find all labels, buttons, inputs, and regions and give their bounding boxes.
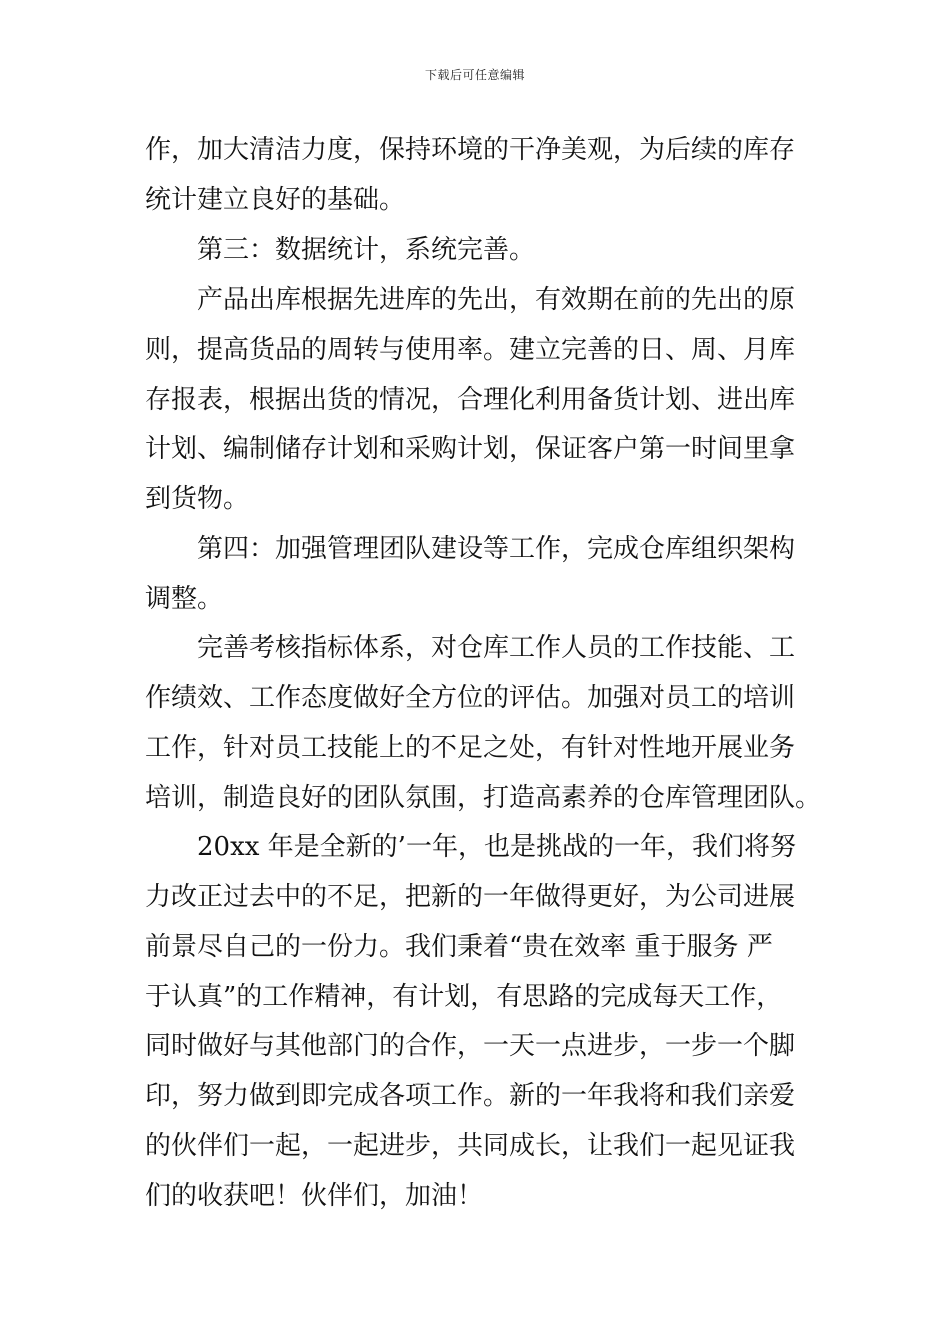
text-line: 作，加大清洁力度，保持环境的干净美观，为后续的库存: [145, 135, 796, 165]
text-line: 印，努力做到即完成各项工作。新的一年我将和我们亲爱: [145, 1081, 796, 1111]
text-line: 于认真”的工作精神，有计划，有思路的完成每天工作，: [145, 982, 783, 1012]
text-line: 计划、编制储存计划和采购计划，保证客户第一时间里拿: [145, 434, 796, 464]
text-line: 作绩效、工作态度做好全方位的评估。加强对员工的培训: [145, 683, 796, 713]
text-line: 统计建立良好的基础。: [145, 185, 406, 215]
text-line: 调整。: [145, 584, 224, 614]
text-line: 前景尽自己的一份力。我们秉着“贵在效率 重于服务 严: [145, 932, 773, 962]
text-line: 培训，制造良好的团队氛围，打造高素养的仓库管理团队。: [145, 783, 822, 813]
text-line: 20xx 年是全新的’一年，也是挑战的一年，我们将努: [197, 832, 796, 862]
text-line: 力改正过去中的不足，把新的一年做得更好，为公司进展: [145, 882, 796, 912]
text-line: 工作，针对员工技能上的不足之处，有针对性地开展业务: [145, 733, 796, 763]
text-line: 们的收获吧！伙伴们，加油！: [145, 1181, 484, 1211]
text-line: 存报表，根据出货的情况，合理化利用备货计划、进出库: [145, 385, 796, 415]
text-line: 完善考核指标体系，对仓库工作人员的工作技能、工: [197, 633, 796, 663]
text-line: 的伙伴们一起，一起进步，共同成长，让我们一起见证我: [145, 1131, 796, 1161]
section-heading-3: 第三：数据统计，系统完善。: [197, 235, 536, 265]
text-line: 到货物。: [145, 484, 250, 514]
text-line: 同时做好与其他部门的合作，一天一点进步，一步一个脚: [145, 1031, 796, 1061]
section-heading-4: 第四：加强管理团队建设等工作，完成仓库组织架构: [197, 534, 796, 564]
page-header: 下载后可任意编辑: [424, 68, 525, 82]
text-line: 则，提高货品的周转与使用率。建立完善的日、周、月库: [145, 335, 796, 365]
text-line: 产品出库根据先进库的先出，有效期在前的先出的原: [197, 285, 796, 315]
